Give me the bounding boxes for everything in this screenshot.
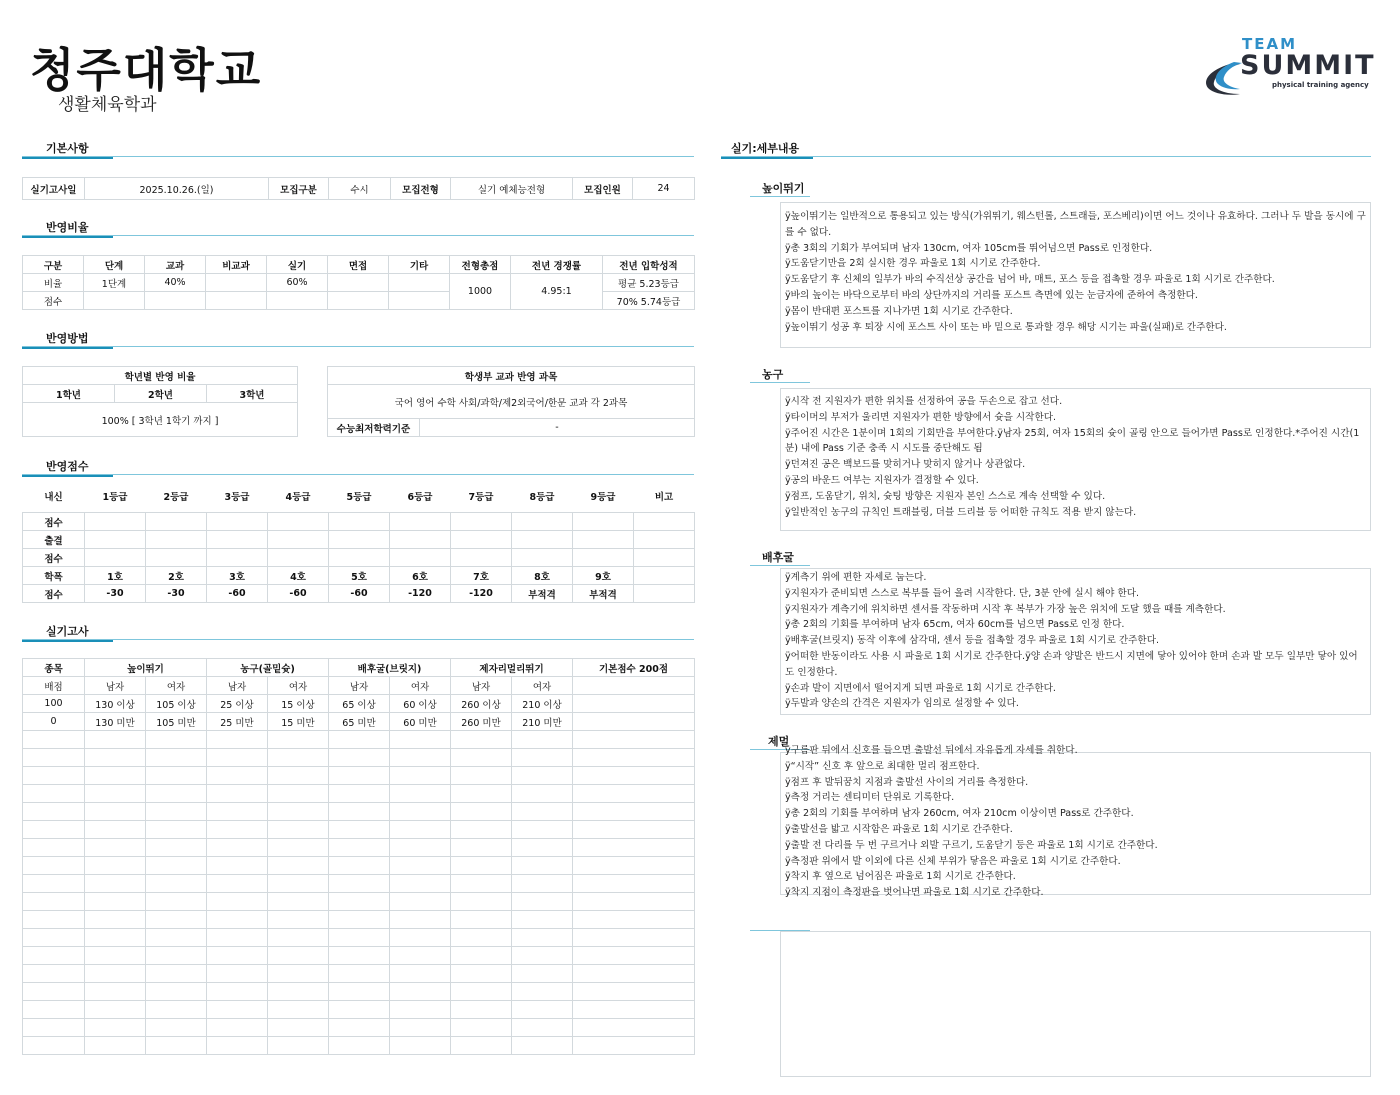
- detail-line: ÿ어떠한 반동이라도 사용 시 파울로 1회 시기로 간주한다.ÿ양 손과 양발은 반드시 지면에 닿아 있어야 한며 손과 발 모두 일부만 닿아 있어도 인정한다.: [785, 650, 1358, 678]
- violence-level: 8호: [512, 567, 573, 585]
- violence-score: 부적격: [512, 585, 573, 603]
- ratio-total: 1000: [450, 274, 511, 310]
- label-recruit-type: 모집구분: [269, 178, 329, 200]
- violence-level: 9호: [573, 567, 634, 585]
- detail-box-long-jump: [780, 745, 1371, 899]
- section-ratio-header: 반영비율: [22, 222, 694, 236]
- subject-title: 학생부 교과 반영 과목: [328, 367, 695, 385]
- detail-line: ÿ손과 발이 지면에서 떨어지게 되면 파울로 1회 시기로 간주한다.: [785, 682, 1056, 694]
- practical-empty-row: [23, 983, 695, 1001]
- ratio-cell: 비율: [23, 274, 84, 292]
- detail-title-long-jump: 제멀: [750, 736, 810, 750]
- practical-cell: 65 미만: [329, 713, 390, 731]
- ratio-competition: 4.95:1: [511, 274, 603, 310]
- violence-score: -120: [390, 585, 451, 603]
- score-col: 비고: [654, 491, 674, 503]
- practical-empty-row: [23, 893, 695, 911]
- score-label: 출결: [23, 531, 85, 549]
- practical-empty-row: [23, 911, 695, 929]
- violence-score: -60: [207, 585, 268, 603]
- detail-line: ÿ총 2회의 기회를 부여하며 남자 65cm, 여자 60cm를 넘으면 Pass로 인정 한다.: [785, 619, 1125, 631]
- ratio-cell: [328, 292, 389, 310]
- grade-ratio-title: 학년별 반영 비율: [23, 367, 298, 385]
- ratio-cell: [145, 292, 206, 310]
- practical-cell: 100: [23, 695, 85, 713]
- detail-line: ÿ타이머의 부저가 울리면 지원자가 편한 방향에서 슛을 시작한다.: [785, 411, 1057, 423]
- practical-cell: 260 미만: [451, 713, 512, 731]
- ratio-cell: 60%: [267, 274, 328, 292]
- ratio-cell: [206, 274, 267, 292]
- section-basic-header: 기본사항: [22, 143, 694, 157]
- grade-1: 1학년: [23, 385, 115, 403]
- ratio-col: 교과: [145, 256, 206, 274]
- practical-empty-row: [23, 731, 695, 749]
- ratio-cell: [389, 292, 450, 310]
- practical-empty-row: [23, 821, 695, 839]
- ratio-admit-70: 70% 5.74등급: [603, 292, 695, 310]
- practical-cell: 130 이상: [85, 695, 146, 713]
- violence-score: -60: [268, 585, 329, 603]
- value-quota: 24: [633, 178, 695, 200]
- university-title: 청주대학교: [30, 43, 263, 97]
- practical-empty-row: [23, 875, 695, 893]
- ratio-cell: [84, 292, 145, 310]
- violence-level: 7호: [451, 567, 512, 585]
- score-col: 7등급: [468, 491, 494, 503]
- practical-table: [22, 658, 695, 1055]
- subject-table: [327, 366, 695, 437]
- detail-line: ÿ두발과 양손의 간격은 지원자가 임의로 설정할 수 있다.: [785, 698, 1019, 710]
- detail-line: ÿ몸이 반대편 포스트를 지나가면 1회 시기로 간주한다.: [785, 305, 1013, 317]
- ratio-col: 전년 경쟁률: [511, 256, 603, 274]
- practical-cell: 15 미만: [268, 713, 329, 731]
- practical-sub: 남자: [85, 677, 146, 695]
- score-table: [22, 484, 695, 603]
- practical-empty-row: [23, 803, 695, 821]
- section-practical-header: 실기고사: [22, 626, 694, 640]
- practical-col: 배후굴(브릿지): [329, 659, 451, 677]
- label-quota: 모집인원: [573, 178, 633, 200]
- detail-line: ÿ총 2회의 기회를 부여하며 남자 260cm, 여자 210cm 이상이면 Pass로 간주한다.: [785, 808, 1134, 820]
- detail-line: ÿ착지 후 옆으로 넘어짐은 파울로 1회 시기로 간주한다.: [785, 871, 1016, 883]
- practical-col: 기본점수 200점: [573, 659, 695, 677]
- ratio-col: 단계: [84, 256, 145, 274]
- detail-line: ÿ높이뛰기 성공 후 퇴장 시에 포스트 사이 또는 바 밑으로 통과할 경우 해당 시기는 파울(실패)로 간주한다.: [785, 321, 1227, 333]
- practical-cell: 210 이상: [512, 695, 573, 713]
- department-subtitle: 생활체육학과: [58, 95, 157, 115]
- value-exam-date: 2025.10.26.(일): [85, 178, 269, 200]
- practical-cell: 15 이상: [268, 695, 329, 713]
- detail-line: ÿ“시작” 신호 후 앞으로 최대한 멀리 점프한다.: [785, 760, 980, 772]
- score-label: 학폭: [23, 567, 85, 585]
- value-admission-type: 실기 예체능전형: [451, 178, 573, 200]
- practical-cell: 210 미만: [512, 713, 573, 731]
- practical-cell: 25 이상: [207, 695, 268, 713]
- ratio-col: 전년 입학성적: [603, 256, 695, 274]
- detail-line: ÿ지원자가 계측기에 위치하면 센서를 작동하며 시작 후 복부가 가장 높은 위치에 도달 했을 때를 계측한다.: [785, 603, 1226, 615]
- practical-empty-row: [23, 839, 695, 857]
- violence-level: 3호: [207, 567, 268, 585]
- practical-sub: 여자: [146, 677, 207, 695]
- ratio-cell: 점수: [23, 292, 84, 310]
- practical-cell: 60 미만: [390, 713, 451, 731]
- detail-line: ÿ높이뛰기는 일반적으로 통용되고 있는 방식(가위뛰기, 웨스턴롤, 스트래들, 포스베리)이면 어느 것이나 유효하다. 그러나 두 발을 동시에 구를 수 없다.: [785, 211, 1366, 238]
- swoosh-icon: [1200, 36, 1382, 98]
- violence-score: -60: [329, 585, 390, 603]
- grade-3: 3학년: [207, 385, 298, 403]
- detail-line: ÿ출발선을 밟고 시작함은 파울로 1회 시기로 간주한다.: [785, 823, 1013, 835]
- score-col: 4등급: [285, 491, 311, 503]
- practical-empty-row: [23, 947, 695, 965]
- detail-line: ÿ출발 전 다리를 두 번 구르거나 외발 구르기, 도움닫기 등은 파울로 1회 시기로 간주한다.: [785, 839, 1158, 851]
- detail-line: ÿ도움닫기만을 2회 실시한 경우 파울로 1회 시기로 간주한다.: [785, 258, 1041, 270]
- practical-col: 제자리멀리뛰기: [451, 659, 573, 677]
- team-summit-logo: [1200, 36, 1382, 98]
- practical-cell: 0: [23, 713, 85, 731]
- score-col: 5등급: [346, 491, 372, 503]
- practical-empty-row: [23, 1001, 695, 1019]
- practical-cell: 260 이상: [451, 695, 512, 713]
- ratio-col: 구분: [23, 256, 84, 274]
- score-col: 2등급: [163, 491, 189, 503]
- practical-empty-row: [23, 1037, 695, 1055]
- detail-line: ÿ주어진 시간은 1분이며 1회의 기회만을 부여한다.ÿ남자 25회, 여자 15회의 슛이 골링 안으로 들어가면 Pass로 인정한다.*주어진 시간(1분) 내에 Pass 기준 충족 시 시도를 중단해도 됨: [785, 427, 1360, 455]
- section-score-header: 반영점수: [22, 461, 694, 475]
- practical-sub: 배점: [23, 677, 85, 695]
- score-label: 점수: [23, 585, 85, 603]
- practical-col: 농구(골밑슛): [207, 659, 329, 677]
- ratio-table: [22, 255, 695, 310]
- label-exam-date: 실기고사일: [23, 178, 85, 200]
- csat-label: 수능최저학력기준: [328, 419, 420, 437]
- violence-score: -120: [451, 585, 512, 603]
- section-details-header: 실기:세부내용: [721, 143, 1371, 157]
- detail-line: ÿ바의 높이는 바닥으로부터 바의 상단까지의 거리를 포스트 측면에 있는 눈금자에 준하여 측정한다.: [785, 289, 1198, 301]
- score-col: 3등급: [224, 491, 250, 503]
- practical-cell: 130 미만: [85, 713, 146, 731]
- ratio-cell: [389, 274, 450, 292]
- score-label: 점수: [23, 513, 85, 531]
- score-col: 내신: [44, 491, 63, 503]
- label-admission-type: 모집전형: [391, 178, 451, 200]
- violence-score: -30: [146, 585, 207, 603]
- practical-cell: 65 이상: [329, 695, 390, 713]
- detail-box-high-jump: [780, 202, 1371, 348]
- detail-line: ÿ배후굴(브릿지) 동작 이후에 삼각대, 센서 등을 접촉할 경우 파울로 1회 시기로 간주한다.: [785, 635, 1160, 647]
- detail-line: ÿ공의 바운드 여부는 지원자가 결정할 수 있다.: [785, 474, 979, 486]
- ratio-cell: 40%: [145, 274, 206, 292]
- practical-cell: 105 미만: [146, 713, 207, 731]
- practical-sub: 남자: [207, 677, 268, 695]
- ratio-col: 전형총점: [450, 256, 511, 274]
- detail-line: ÿ계측기 위에 편한 자세로 눕는다.: [785, 572, 927, 583]
- detail-line: ÿ점프, 도움닫기, 위치, 슛팅 방향은 지원자 본인 스스로 계속 선택할 수 있다.: [785, 490, 1106, 502]
- detail-title-bridge: 배후굴: [750, 552, 810, 566]
- practical-cell: 105 이상: [146, 695, 207, 713]
- score-col: 6등급: [407, 491, 433, 503]
- violence-level: 6호: [390, 567, 451, 585]
- practical-sub: 남자: [451, 677, 512, 695]
- score-col: 9등급: [590, 491, 616, 503]
- violence-score: 부적격: [573, 585, 634, 603]
- ratio-admit-avg: 평균 5.23등급: [603, 274, 695, 292]
- practical-sub: 여자: [390, 677, 451, 695]
- practical-empty-row: [23, 965, 695, 983]
- violence-level: 5호: [329, 567, 390, 585]
- grade-ratio-table: [22, 366, 298, 437]
- logo-summit-text: SUMMIT: [1240, 50, 1376, 81]
- practical-col: 높이뛰기: [85, 659, 207, 677]
- practical-empty-row: [23, 785, 695, 803]
- detail-line: ÿ지원자가 준비되면 스스로 복부를 들어 올려 시작한다. 단, 3분 안에 실시 해야 한다.: [785, 587, 1140, 599]
- practical-col: 종목: [23, 659, 85, 677]
- score-label: 점수: [23, 549, 85, 567]
- grade-note: 100% [ 3학년 1학기 까지 ]: [23, 403, 298, 437]
- ratio-col: 기타: [389, 256, 450, 274]
- detail-box-basketball: [780, 388, 1371, 531]
- detail-line: ÿ점프 후 발뒤꿈치 지점과 출발선 사이의 거리를 측정한다.: [785, 776, 1029, 788]
- practical-empty-row: [23, 857, 695, 875]
- csat-value: -: [420, 419, 695, 437]
- detail-line: ÿ도움닫기 후 신체의 일부가 바의 수직선상 공간을 넘어 바, 매트, 포스 등을 접촉할 경우 파울로 1회 시기로 간주한다.: [785, 274, 1275, 286]
- section-method-header: 반영방법: [22, 333, 694, 347]
- practical-empty-row: [23, 1019, 695, 1037]
- logo-team-text: TEAM: [1242, 35, 1298, 53]
- ratio-col: 실기: [267, 256, 328, 274]
- detail-line: ÿ시작 전 지원자가 편한 위치를 선정하여 공을 두손으로 잡고 선다.: [785, 396, 1063, 407]
- score-col: 1등급: [102, 491, 128, 503]
- practical-cell: 25 미만: [207, 713, 268, 731]
- detail-line: ÿ구름판 뒤에서 신호를 들으면 출발선 뒤에서 자유롭게 자세를 취한다.: [785, 745, 1078, 756]
- detail-line: ÿ총 3회의 기회가 부여되며 남자 130cm, 여자 105cm를 뛰어넘으면 Pass로 인정한다.: [785, 242, 1153, 254]
- score-col: 8등급: [529, 491, 555, 503]
- detail-line: ÿ일반적인 농구의 규칙인 트래블링, 더블 드리블 등 어떠한 규칙도 적용 받지 않는다.: [785, 506, 1137, 518]
- grade-2: 2학년: [115, 385, 207, 403]
- practical-empty-row: [23, 767, 695, 785]
- violence-score: -30: [85, 585, 146, 603]
- detail-box-bridge: [780, 568, 1371, 715]
- violence-level: 4호: [268, 567, 329, 585]
- value-recruit-type: 수시: [329, 178, 391, 200]
- practical-empty-row: [23, 929, 695, 947]
- logo-tagline: physical training agency: [1272, 81, 1369, 89]
- ratio-col: 면접: [328, 256, 389, 274]
- practical-empty-row: [23, 749, 695, 767]
- detail-line: ÿ측정 거리는 센티미터 단위로 기록한다.: [785, 792, 955, 804]
- ratio-cell: [267, 292, 328, 310]
- practical-sub: 여자: [512, 677, 573, 695]
- violence-level: 2호: [146, 567, 207, 585]
- detail-title-high-jump: 높이뛰기: [750, 183, 810, 197]
- basic-info-table: [22, 177, 695, 200]
- detail-title-basketball: 농구: [750, 369, 810, 383]
- violence-level: 1호: [85, 567, 146, 585]
- detail-box-empty: [780, 931, 1371, 1077]
- ratio-cell: 1단계: [84, 274, 145, 292]
- ratio-cell: [328, 274, 389, 292]
- practical-cell: 60 이상: [390, 695, 451, 713]
- ratio-col: 비교과: [206, 256, 267, 274]
- detail-line: ÿ던져진 공은 백보드를 맞히거나 맞히지 않거나 상관없다.: [785, 459, 1026, 471]
- detail-line: ÿ착지 지점이 측정판을 벗어나면 파울로 1회 시기로 간주한다.: [785, 887, 1044, 899]
- detail-title-empty: [750, 917, 810, 931]
- ratio-cell: [206, 292, 267, 310]
- practical-sub: 여자: [268, 677, 329, 695]
- practical-sub: 남자: [329, 677, 390, 695]
- detail-line: ÿ측정판 위에서 발 이외에 다른 신체 부위가 닿음은 파울로 1회 시기로 간주한다.: [785, 855, 1121, 867]
- subject-list: 국어 영어 수학 사회/과학/제2외국어/한문 교과 각 2과목: [328, 385, 695, 419]
